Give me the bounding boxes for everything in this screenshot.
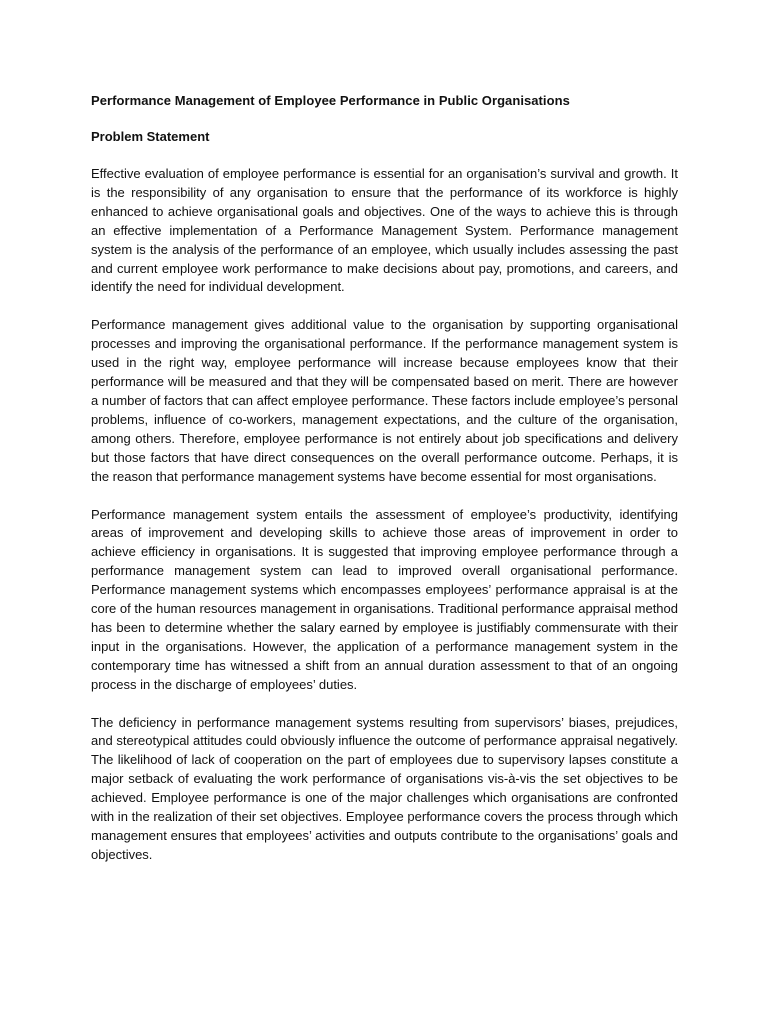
section-heading-problem-statement: Problem Statement (91, 129, 210, 144)
paragraph-2: Performance management gives additional value to the organisation by supporting organisational processes and improving the organisational performance. If the performance management system is used in the right way, employee performance will increase because employees know that their performance will be measured and that they will be compensated based on merit. There are however a number of factors that can affect employee performance. These factors include employee’s personal problems, influence of co-workers, management expectations, and the culture of the organisation, among others. Therefore, employee performance is not entirely about job specifications and delivery but those factors that have direct consequences on the overall performance outcome. Perhaps, it is the reason that performance management systems have become essential for most organisations. (91, 317, 678, 484)
paragraph-4: The deficiency in performance management systems resulting from supervisors’ biases, prejudices, and stereotypical attitudes could obviously influence the outcome of performance appraisal negatively. The likelihood of lack of cooperation on the part of employees due to supervisory lapses constitute a major setback of evaluating the work performance of organisations vis-à-vis the set objectives to be achieved. Employee performance is one of the major challenges which organisations are confronted with in the realization of their set objectives. Employee performance covers the process through which management ensures that employees’ activities and outputs contribute to the organisations’ goals and objectives. (91, 714, 678, 862)
paragraph-3: Performance management system entails the assessment of employee’s productivity, identifying areas of improvement and developing skills to achieve those areas of improvement in order to achieve efficiency in organisations. It is suggested that improving employee performance through a performance management system can lead to improved overall organisational performance. Performance management systems which encompasses employees’ performance appraisal is at the core of the human resources management in organisations. Traditional performance appraisal method has been to determine whether the salary earned by employee is justifiably commensurate with their input in the organisations. However, the application of a performance management system in the contemporary time has witnessed a shift from an annual duration assessment to that of an ongoing process in the discharge of employees’ duties. (91, 506, 678, 692)
document-title: Performance Management of Employee Performance in Public Organisations (91, 93, 570, 108)
document-page (91, 93, 678, 884)
paragraph-1: Effective evaluation of employee performance is essential for an organisation’s survival and growth. It is the responsibility of any organisation to ensure that the performance of its workforce is highly enhanced to achieve organisational goals and objectives. One of the ways to achieve this is through an effective implementation of a Performance Management System. Performance management system is the analysis of the performance of an employee, which usually includes assessing the past and current employee work performance to make decisions about pay, promotions, and careers, and identify the need for individual development. (91, 166, 678, 295)
